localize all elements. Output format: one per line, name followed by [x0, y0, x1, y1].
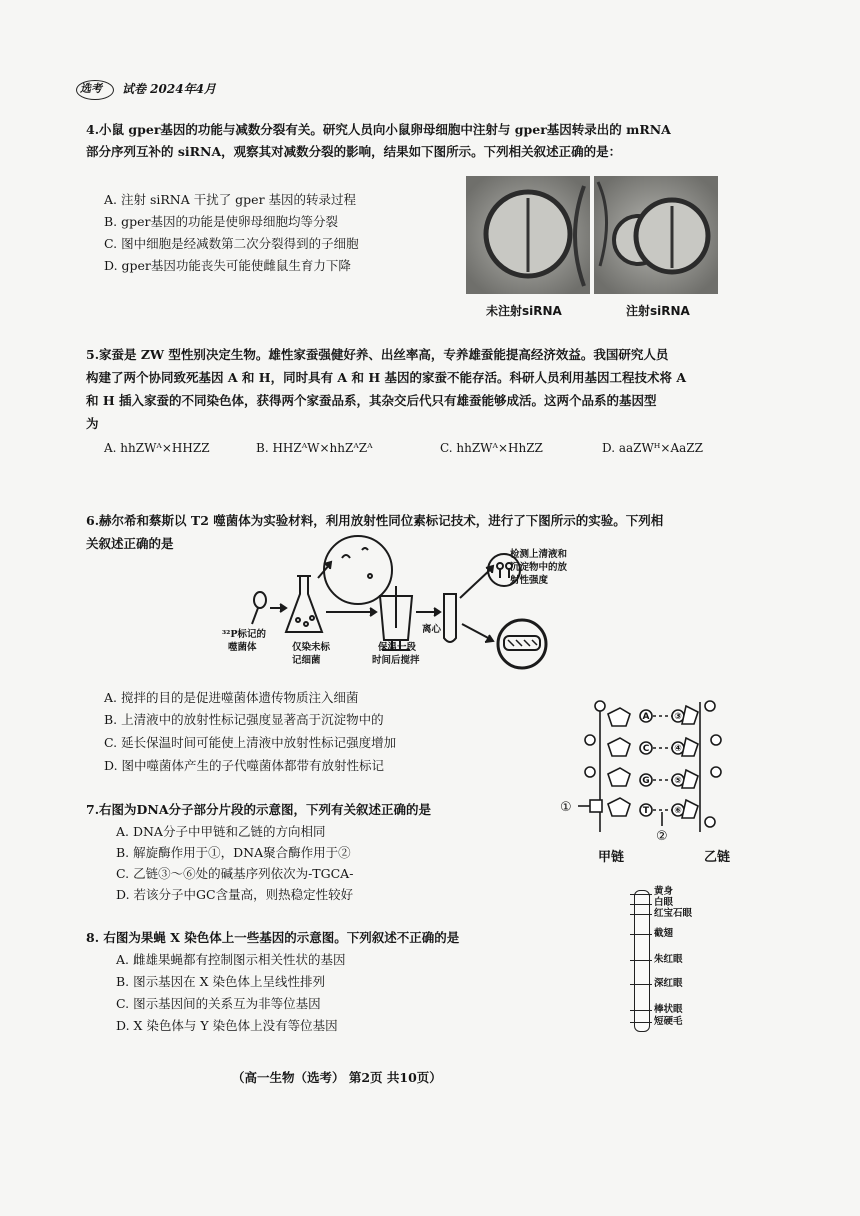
mark-2: ②	[656, 829, 668, 842]
q5-option-c: C. hhZWᴬ×HhZZ	[440, 441, 543, 455]
strand-label-left: 甲链	[598, 850, 625, 865]
centrifuge-tube-icon	[444, 594, 456, 642]
q4-option-c: C. 图中细胞是经减数第二次分裂得到的子细胞	[104, 236, 359, 251]
dna-row-4	[590, 798, 715, 827]
q7-option-c: C. 乙链③～⑥处的碱基序列依次为-TGCA-	[116, 866, 354, 881]
precipitate-circle-icon	[498, 620, 546, 668]
gene-tick-8	[630, 1022, 652, 1023]
q8-option-b: B. 图示基因在 X 染色体上呈线性排列	[116, 974, 325, 989]
base-left-3: G	[642, 776, 650, 786]
gene-label-3: 红宝石眼	[654, 908, 693, 919]
base-right-1: ③	[674, 712, 682, 722]
detect-label-line1: 检测上清液和	[510, 549, 568, 560]
flask-icon	[286, 576, 322, 632]
q6-option-c: C. 延长保温时间可能使上清液中放射性标记强度增加	[104, 735, 397, 750]
gene-tick-4	[630, 934, 652, 935]
gene-label-8: 短硬毛	[654, 1016, 683, 1027]
beaker-icon	[380, 586, 412, 650]
gene-tick-3	[630, 914, 652, 915]
gene-tick-2	[630, 904, 652, 905]
gene-tick-7	[630, 1010, 652, 1011]
q7-option-d: D. 若该分子中GC含量高，则热稳定性较好	[116, 887, 354, 902]
infect-label-line2: 记细菌	[292, 655, 321, 666]
micrograph-label-injected: 注射siRNA	[626, 304, 690, 318]
micrograph-uninjected	[466, 176, 590, 294]
q6-option-b: B. 上清液中的放射性标记强度显著高于沉淀物中的	[104, 712, 384, 727]
q7-stem: 7.右图为DNA分子部分片段的示意图，下列有关叙述正确的是	[86, 802, 432, 817]
base-left-2: C	[642, 744, 650, 754]
q6-option-d: D. 图中噬菌体产生的子代噬菌体都带有放射性标记	[104, 758, 385, 773]
base-right-2: ④	[674, 744, 682, 754]
q7-option-b: B. 解旋酶作用于①，DNA聚合酶作用于②	[116, 845, 351, 860]
phage-label-line2: 噬菌体	[228, 642, 257, 653]
gene-label-6: 深红眼	[654, 978, 683, 989]
gene-tick-1	[630, 894, 652, 895]
incubate-label-line1: 保温一段	[378, 642, 417, 653]
micrograph-label-uninjected: 未注射siRNA	[486, 304, 562, 318]
gene-tick-5	[630, 960, 652, 961]
q4-option-a: A. 注射 siRNA 干扰了 gper 基因的转录过程	[104, 192, 357, 207]
q4-option-b: B. gper基因的功能是使卵母细胞均等分裂	[104, 214, 339, 229]
micrograph-injected	[594, 176, 718, 294]
q4-option-d: D. gper基因功能丧失可能使雌鼠生育力下降	[104, 258, 351, 273]
q8-option-c: C. 图示基因间的关系互为非等位基因	[116, 996, 321, 1011]
q6-stem-line1: 6.赫尔希和蔡斯以 T2 噬菌体为实验材料，利用放射性同位素标记技术，进行了下图所示的实验。下列相	[86, 513, 664, 528]
base-right-4: ⑥	[674, 806, 682, 816]
q4-stem-line1: 4.小鼠 gper基因的功能与减数分裂有关。研究人员向小鼠卵母细胞中注射与 gper基因转录出的 mRNA	[86, 122, 671, 137]
gene-tick-6	[630, 984, 652, 985]
dna-row-1	[595, 701, 715, 726]
dna-diagram	[560, 692, 730, 842]
q5-stem-line4: 为	[86, 416, 99, 431]
incubate-label-line2: 时间后搅拌	[372, 655, 420, 666]
gene-label-1: 黄身	[654, 886, 674, 897]
q6-stem-line2: 关叙述正确的是	[86, 536, 174, 551]
gene-label-4: 截翅	[654, 928, 674, 939]
base-left-4: T	[642, 806, 650, 816]
header-text: 试卷 2024年4月	[122, 82, 216, 96]
strand-label-right: 乙链	[704, 850, 731, 865]
detect-label-line2: 沉淀物中的放	[510, 562, 568, 573]
q5-option-b: B. HHZᴬW×hhZᴬZᴬ	[256, 441, 373, 455]
q5-stem-line2: 构建了两个协同致死基因 A 和 H，同时具有 A 和 H 基因的家蚕不能存活。科研人员利用基因工程技术将 A	[86, 370, 687, 385]
mark-1: ①	[560, 800, 572, 815]
q8-option-d: D. X 染色体与 Y 染色体上没有等位基因	[116, 1018, 338, 1033]
page-footer: （高一生物（选考） 第2页 共10页）	[232, 1070, 442, 1085]
q6-option-a: A. 搅拌的目的是促进噬菌体遗传物质注入细菌	[104, 690, 359, 705]
q5-stem-line3: 和 H 插入家蚕的不同染色体，获得两个家蚕品系，其杂交后代只有雄蚕能够成活。这两个品系的基因型	[86, 393, 657, 408]
q5-option-d: D. aaZWᴴ×AaZZ	[602, 441, 703, 455]
centrifuge-label: 离心	[422, 624, 442, 635]
q4-stem-line2: 部分序列互补的 siRNA，观察其对减数分裂的影响，结果如下图所示。下列相关叙述正确的是：	[86, 144, 622, 159]
gene-label-7: 棒状眼	[654, 1004, 683, 1015]
phage-label-line1: ³²P标记的	[222, 629, 266, 640]
gene-label-2: 白眼	[654, 897, 674, 908]
q8-stem: 8. 右图为果蝇 X 染色体上一些基因的示意图。下列叙述不正确的是	[86, 930, 460, 945]
detect-label-line3: 射性强度	[510, 575, 549, 586]
phage-icon	[252, 592, 266, 624]
q7-option-a: A. DNA分子中甲链和乙链的方向相同	[116, 824, 326, 839]
header-tag: 选考	[80, 82, 102, 95]
q5-stem-line1: 5.家蚕是 ZW 型性别决定生物。雄性家蚕强健好养、出丝率高，专养雄蚕能提高经济效益。我国研究人员	[86, 347, 669, 362]
infect-label-line1: 仅染未标	[292, 642, 331, 653]
gene-label-5: 朱红眼	[654, 954, 683, 965]
q8-option-a: A. 雌雄果蝇都有控制图示相关性状的基因	[116, 952, 346, 967]
q5-option-a: A. hhZWᴬ×HHZZ	[104, 441, 210, 455]
base-right-3: ⑤	[674, 776, 682, 786]
base-left-1: A	[642, 712, 650, 722]
bacterium-circle-icon	[324, 536, 392, 604]
